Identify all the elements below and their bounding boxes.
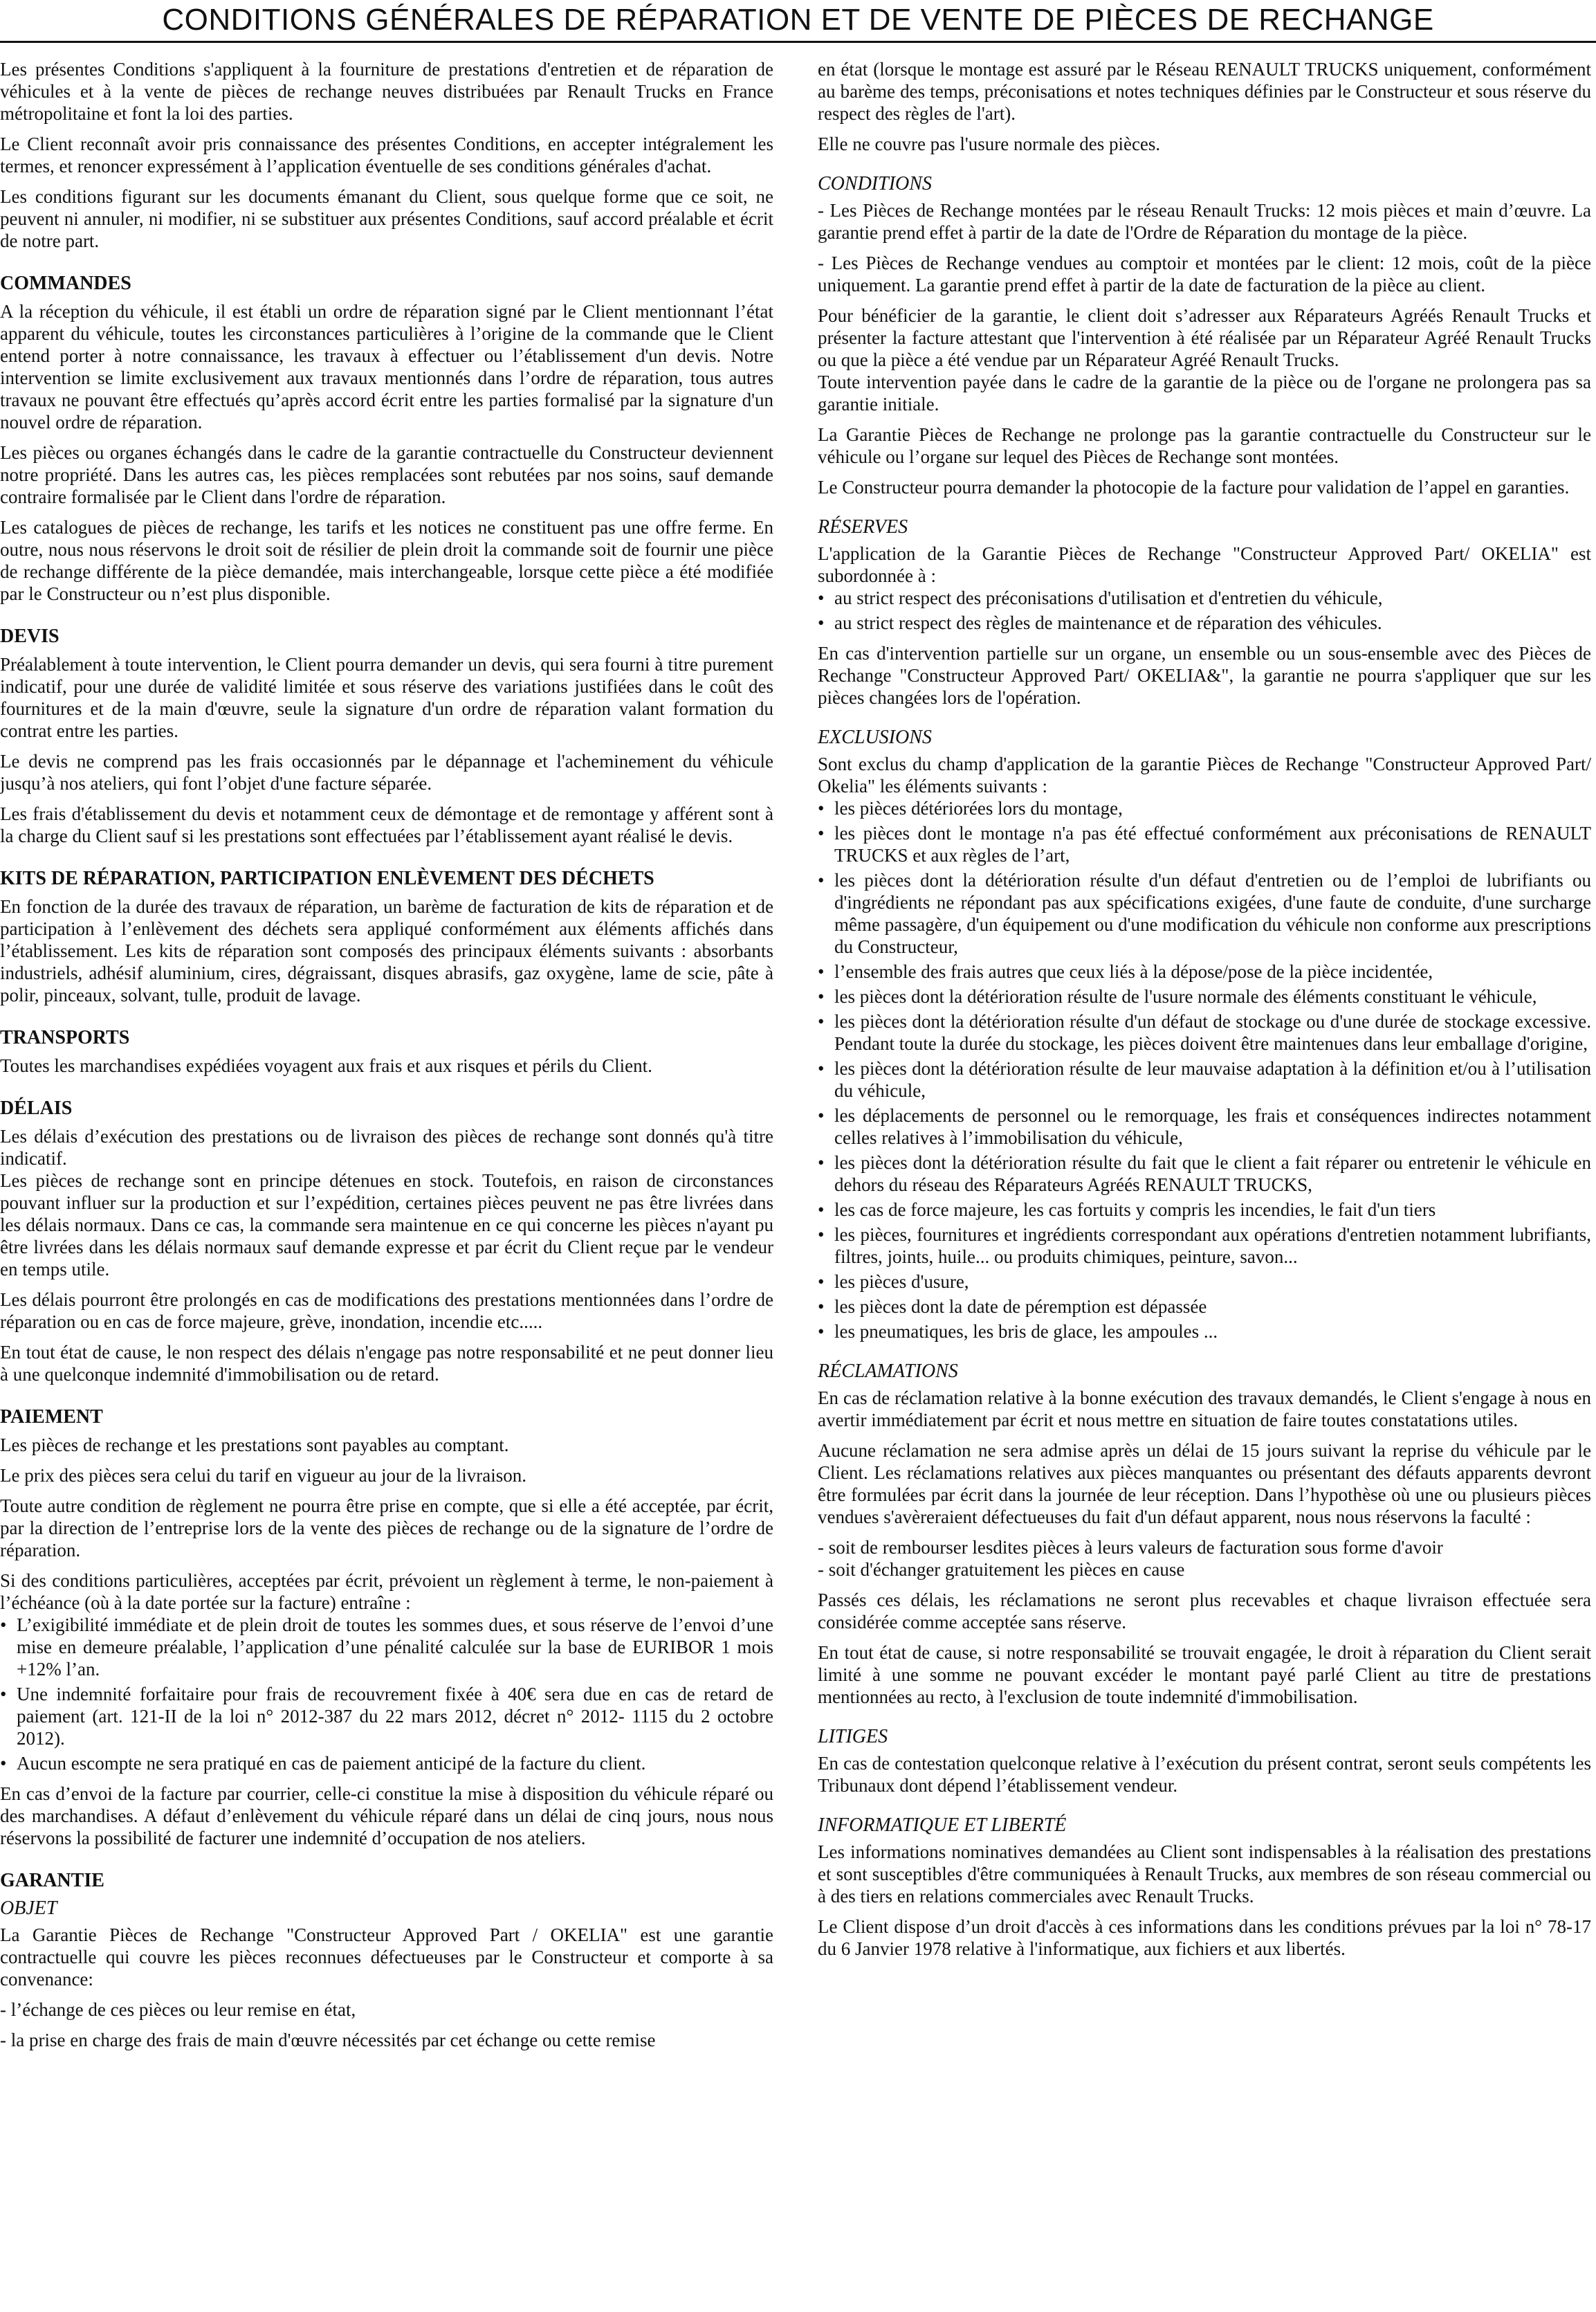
- document-title: CONDITIONS GÉNÉRALES DE RÉPARATION ET DE VENTE DE PIÈCES DE RECHANGE: [0, 0, 1596, 43]
- commandes-paragraph: A la réception du véhicule, il est établi un ordre de réparation signé par le Client mentionnant l’état apparent du véhicule, toutes les circonstances particulières à l’origine de la commande que le Client entend porter à notre connaissance, les travaux à effectuer ou l’établissement d'un devis. Notre intervention se limite exclusivement aux travaux mentionnés dans l’ordre de réparation, tous autres travaux ne pouvant être effectués qu’après accord écrit entre les parties formalisé par la signature d'un nouvel ordre de réparation.: [0, 301, 773, 433]
- intro-paragraph: Les présentes Conditions s'appliquent à la fourniture de prestations d'entretien et de réparation de véhicules et à la vente de pièces de rechange neuves distribuées par Renault Trucks en France métropolitaine et font la loi des parties.: [0, 59, 773, 124]
- garantie-paragraph: Elle ne couvre pas l'usure normale des pièces.: [818, 134, 1161, 154]
- transports-paragraph: Toutes les marchandises expédiées voyagent aux frais et aux risques et périls du Client.: [0, 1055, 652, 1076]
- subheading-reclamations: RÉCLAMATIONS: [818, 1360, 958, 1382]
- reserves-paragraph: L'application de la Garantie Pièces de Rechange "Constructeur Approved Part/ OKELIA" est subordonnée à :: [818, 543, 1591, 586]
- subheading-exclusions: EXCLUSIONS: [818, 727, 932, 748]
- left-column: [0, 58, 773, 2059]
- kits-paragraph: En fonction de la durée des travaux de réparation, un barème de facturation de kits de réparation et de participation à l’enlèvement des déchets sera appliqué conformément aux éléments affichés dans l’établissement. Les kits de réparation sont composés des principaux éléments suivants : absorbants industriels, adhésif aluminium, cires, dégraissant, disques abrasifs, gaz oxygène, lame de scie, pâte à polir, pinceaux, solvant, tulle, produit de lavage.: [0, 896, 773, 1005]
- list-item: • les pneumatiques, les bris de glace, les ampoules ...: [818, 1320, 1591, 1342]
- delais-paragraph: En tout état de cause, le non respect des délais n'engage pas notre responsabilité et ne peut donner lieu à une quelconque indemnité d'immobilisation ou de retard.: [0, 1342, 773, 1385]
- list-item: • les pièces détériorées lors du montage,: [818, 797, 1591, 819]
- list-item: • les pièces dont la détérioration résulte d'un défaut d'entretien ou de l’emploi de lubrifiants ou d'ingrédients ne répondant pas aux spécifications exigées, d'une faute de conduite, d'une surcharge même passagère, d'un équipement ou d'une modification du véhicule non conforme aux prescriptions du Constructeur,: [818, 869, 1591, 958]
- reclamations-paragraph: En tout état de cause, si notre responsabilité se trouvait engagée, le droit à réparation du Client serait limité à une somme ne pouvant excéder le montant payé parlé Client au titre de prestations mentionnées au recto, à l'exclusion de toute indemnité d'immobilisation.: [818, 1642, 1591, 1707]
- intro-paragraph: Le Client reconnaît avoir pris connaissance des présentes Conditions, en accepter intégralement les termes, et renoncer expressément à l’application éventuelle de ses conditions générales d'achat.: [0, 134, 773, 176]
- conditions-paragraph: La Garantie Pièces de Rechange ne prolonge pas la garantie contractuelle du Constructeur sur le véhicule ou l’organe sur lequel des Pièces de Rechange sont montées.: [818, 424, 1591, 467]
- section-heading-garantie: GARANTIE: [0, 1870, 104, 1891]
- list-item: • les pièces dont la date de péremption est dépassée: [818, 1295, 1591, 1318]
- intro-paragraph: Les conditions figurant sur les documents émanant du Client, sous quelque forme que ce soit, ne peuvent ni annuler, ni modifier, ni se substituer aux présentes Conditions, sauf accord préalable et écrit de notre part.: [0, 186, 773, 251]
- list-item: • les pièces dont la détérioration résulte du fait que le client a fait réparer ou entretenir le véhicule en dehors du réseau des Réparateurs Agréés RENAULT TRUCKS,: [818, 1152, 1591, 1196]
- garantie-continued-paragraph: en état (lorsque le montage est assuré par le Réseau RENAULT TRUCKS uniquement, conformément au barème des temps, préconisations et notes techniques définies par le Constructeur et sous réserve du respect des règles de l'art).: [818, 59, 1591, 124]
- list-item: • les pièces d'usure,: [818, 1271, 1591, 1293]
- subheading-conditions: CONDITIONS: [818, 173, 932, 194]
- list-item: • les pièces dont la détérioration résulte d'un défaut de stockage ou d'une durée de stockage excessive. Pendant toute la durée du stockage, les pièces doivent être maintenues dans leur emballage d'origine,: [818, 1010, 1591, 1055]
- delais-paragraph: Les pièces de rechange sont en principe détenues en stock. Toutefois, en raison de circonstances pouvant influer sur la production et sur l’expédition, certaines pièces peuvent ne pas être livrées dans les délais normaux. Dans ce cas, la commande sera maintenue en ce qui concerne les pièces n'ayant pu être livrées dans les délais normaux sauf demande expresse et par écrit du Client reçue par le vendeur en temps utile.: [0, 1170, 773, 1280]
- litiges-paragraph: En cas de contestation quelconque relative à l’exécution du présent contrat, seront seuls compétents les Tribunaux dont dépend l’établissement vendeur.: [818, 1753, 1591, 1796]
- reserves-bullet-list: [818, 587, 1591, 634]
- reclamations-paragraph: Passés ces délais, les réclamations ne seront plus recevables et chaque livraison effectuée sera considérée comme acceptée sans réserve.: [818, 1590, 1591, 1632]
- devis-paragraph: Les frais d'établissement du devis et notamment ceux de démontage et de remontage y afférent sont à la charge du Client sauf si les prestations sont effectuées par l’établissement ayant réalisé le devis.: [0, 803, 773, 846]
- conditions-paragraph: Pour bénéficier de la garantie, le client doit s’adresser aux Réparateurs Agréés Renault Trucks et présenter la facture attestant que l'intervention à été réalisée par un Réparateur Agréé Renault Trucks ou que la pièce a été vendue par un Réparateur Agréé Renault Trucks.: [818, 305, 1591, 370]
- delais-paragraph: Les délais pourront être prolongés en cas de modifications des prestations mentionnées dans l’ordre de réparation ou en cas de force majeure, grève, inondation, incendie etc.....: [0, 1289, 773, 1332]
- delais-paragraph: Les délais d’exécution des prestations ou de livraison des pièces de rechange sont donnés qu'à titre indicatif.: [0, 1126, 773, 1169]
- reserves-paragraph: En cas d'intervention partielle sur un organe, un ensemble ou un sous-ensemble avec des Pièces de Rechange "Constructeur Approved Part/ OKELIA&", la garantie ne pourra s'appliquer que sur les pièces changées lors de l'opération.: [818, 643, 1591, 708]
- list-item: • les pièces dont la détérioration résulte de l'usure normale des éléments constituant le véhicule,: [818, 985, 1591, 1008]
- commandes-paragraph: Les catalogues de pièces de rechange, les tarifs et les notices ne constituent pas une offre ferme. En outre, nous nous réservons le droit soit de résilier de plein droit la commande soit de fournir une pièce de rechange différente de la pièce demandée, mais interchangeable, lorsque cette pièce a été modifiée par le Constructeur ou n’est plus disponible.: [0, 517, 773, 604]
- reclamations-item: - soit de rembourser lesdites pièces à leurs valeurs de facturation sous forme d'avoir: [818, 1537, 1443, 1558]
- list-item: • les pièces, fournitures et ingrédients correspondant aux opérations d'entretien notamment lubrifiants, filtres, joints, huile... ou produits chimiques, peinture, savon...: [818, 1223, 1591, 1268]
- exclusions-paragraph: Sont exclus du champ d'application de la garantie Pièces de Rechange "Constructeur Approved Part/ Okelia" les éléments suivants :: [818, 754, 1591, 797]
- informatique-paragraph: Les informations nominatives demandées au Client sont indispensables à la réalisation des prestations et sont susceptibles d'être communiquées à Renault Trucks, aux membres de son réseau commercial ou à des tiers en relations commerciales avec Renault Trucks.: [818, 1841, 1591, 1906]
- garantie-item: - l’échange de ces pièces ou leur remise en état,: [0, 1999, 356, 2020]
- paiement-paragraph: Les pièces de rechange et les prestations sont payables au comptant.: [0, 1435, 509, 1455]
- list-item: • Une indemnité forfaitaire pour frais de recouvrement fixée à 40€ sera due en cas de retard de paiement (art. 121-II de la loi n° 2012-387 du 22 mars 2012, décret n° 2012- 1115 du 2 octobre 2012).: [0, 1683, 773, 1749]
- section-heading-delais: DÉLAIS: [0, 1098, 73, 1119]
- list-item: • au strict respect des règles de maintenance et de réparation des véhicules.: [818, 612, 1591, 634]
- subheading-reserves: RÉSERVES: [818, 516, 908, 538]
- list-item: • Aucun escompte ne sera pratiqué en cas de paiement anticipé de la facture du client.: [0, 1752, 773, 1774]
- section-heading-devis: DEVIS: [0, 626, 59, 647]
- conditions-paragraph: - Les Pièces de Rechange montées par le réseau Renault Trucks: 12 mois pièces et main d’œuvre. La garantie prend effet à partir de la date de l'Ordre de Réparation du montage de la pièce.: [818, 200, 1591, 243]
- garantie-paragraph: La Garantie Pièces de Rechange "Constructeur Approved Part / OKELIA" est une garantie contractuelle qui couvre les pièces reconnues défectueuses par le Constructeur et comporte à sa convenance:: [0, 1924, 773, 1990]
- informatique-paragraph: Le Client dispose d’un droit d'accès à ces informations dans les conditions prévues par la loi n° 78-17 du 6 Janvier 1978 relative à l'informatique, aux fichiers et aux libertés.: [818, 1916, 1591, 1959]
- right-column: [818, 58, 1591, 1968]
- conditions-paragraph: Le Constructeur pourra demander la photocopie de la facture pour validation de l’appel en garanties.: [818, 477, 1570, 498]
- reclamations-paragraph: Aucune réclamation ne sera admise après un délai de 15 jours suivant la reprise du véhicule par le Client. Les réclamations relatives aux pièces manquantes ou présentant des défauts apparents devront être formulées par écrit dans la journée de leur réception. Dans l’hypothèse où une ou plusieurs pièces vendues s'avèreraient défectueuses du fait d'un défaut apparent, nous nous réservons la faculté :: [818, 1440, 1591, 1527]
- garantie-item: - la prise en charge des frais de main d'œuvre nécessités par cet échange ou cette remise: [0, 2030, 656, 2050]
- paiement-paragraph: En cas d’envoi de la facture par courrier, celle-ci constitue la mise à disposition du véhicule réparé ou des marchandises. A défaut d’enlèvement du véhicule réparé dans un délai de cinq jours, nous nous réservons la possibilité de facturer une indemnité d’occupation de nos ateliers.: [0, 1783, 773, 1848]
- paiement-bullet-list: [0, 1614, 773, 1774]
- section-heading-kits: KITS DE RÉPARATION, PARTICIPATION ENLÈVEMENT DES DÉCHETS: [0, 868, 654, 889]
- subheading-objet: OBJET: [0, 1897, 57, 1919]
- list-item: • les pièces dont le montage n'a pas été effectué conformément aux préconisations de RENAULT TRUCKS et aux règles de l’art,: [818, 822, 1591, 866]
- conditions-paragraph: Toute intervention payée dans le cadre de la garantie de la pièce ou de l'organe ne prolongera pas sa garantie initiale.: [818, 372, 1591, 415]
- paiement-paragraph: Le prix des pièces sera celui du tarif en vigueur au jour de la livraison.: [0, 1465, 526, 1486]
- subheading-litiges: LITIGES: [818, 1726, 888, 1747]
- list-item: • les cas de force majeure, les cas fortuits y compris les incendies, le fait d'un tiers: [818, 1199, 1591, 1221]
- reclamations-paragraph: En cas de réclamation relative à la bonne exécution des travaux demandés, le Client s'engage à nous en avertir immédiatement par écrit et nous mettre en situation de faire toutes constatations utiles.: [818, 1387, 1591, 1430]
- list-item: • L’exigibilité immédiate et de plein droit de toutes les sommes dues, et sous réserve de l’envoi d’une mise en demeure préalable, l’application d’une pénalité calculée sur la base de EURIBOR 1 mois +12% l’an.: [0, 1614, 773, 1680]
- section-heading-paiement: PAIEMENT: [0, 1406, 103, 1428]
- subheading-informatique: INFORMATIQUE ET LIBERTÉ: [818, 1814, 1067, 1836]
- list-item: • au strict respect des préconisations d'utilisation et d'entretien du véhicule,: [818, 587, 1591, 609]
- conditions-paragraph: - Les Pièces de Rechange vendues au comptoir et montées par le client: 12 mois, coût de la pièce uniquement. La garantie prend effet à partir de la date de facturation de la pièce au client.: [818, 253, 1591, 295]
- exclusions-bullet-list: [818, 797, 1591, 1342]
- commandes-paragraph: Les pièces ou organes échangés dans le cadre de la garantie contractuelle du Constructeur deviennent notre propriété. Dans les autres cas, les pièces remplacées sont rebutées par nos soins, sauf demande contraire formalisée par le Client dans l'ordre de réparation.: [0, 442, 773, 507]
- paiement-paragraph: Toute autre condition de règlement ne pourra être prise en compte, que si elle a été acceptée, par écrit, par la direction de l’entreprise lors de la vente des pièces de rechange ou de la signature de l’ordre de réparation.: [0, 1495, 773, 1560]
- devis-paragraph: Préalablement à toute intervention, le Client pourra demander un devis, qui sera fourni à titre purement indicatif, pour une durée de validité limitée et sous réserve des variations justifiées dans le coût des fournitures et de la main d'œuvre, seule la signature d'un ordre de réparation valant formation du contrat entre les parties.: [0, 654, 773, 741]
- reclamations-item: - soit d'échanger gratuitement les pièces en cause: [818, 1559, 1185, 1580]
- devis-paragraph: Le devis ne comprend pas les frais occasionnés par le dépannage et l'acheminement du véhicule jusqu’à nos ateliers, qui font l’objet d'une facture séparée.: [0, 751, 773, 794]
- section-heading-transports: TRANSPORTS: [0, 1027, 130, 1048]
- list-item: • les déplacements de personnel ou le remorquage, les frais et conséquences indirectes notamment celles relatives à l’immobilisation du véhicule,: [818, 1104, 1591, 1149]
- paiement-paragraph: Si des conditions particulières, acceptées par écrit, prévoient un règlement à terme, le non-paiement à l’échéance (où à la date portée sur la facture) entraîne :: [0, 1570, 773, 1613]
- list-item: • les pièces dont la détérioration résulte de leur mauvaise adaptation à la définition et/ou à l’utilisation du véhicule,: [818, 1057, 1591, 1102]
- list-item: • l’ensemble des frais autres que ceux liés à la dépose/pose de la pièce incidentée,: [818, 961, 1591, 983]
- section-heading-commandes: COMMANDES: [0, 273, 131, 294]
